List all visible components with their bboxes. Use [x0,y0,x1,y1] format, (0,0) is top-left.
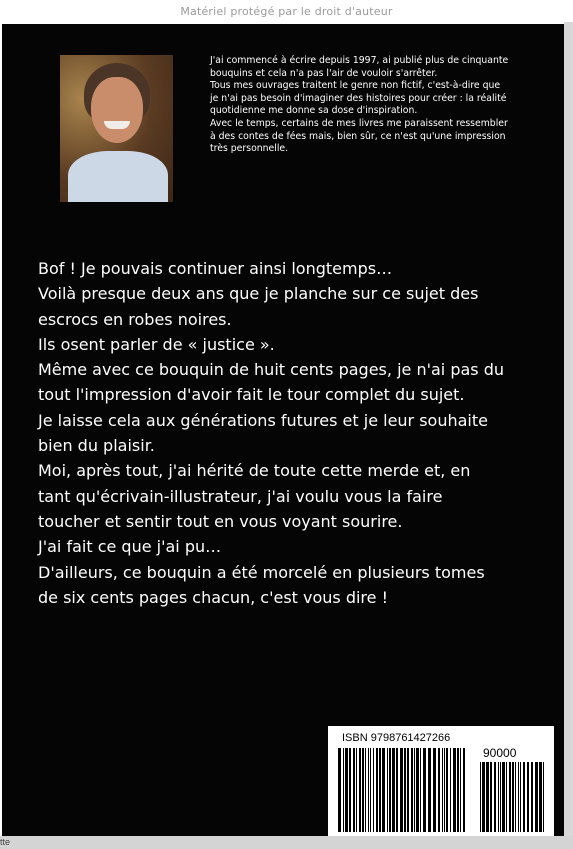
barcode-stripe [392,748,395,832]
barcode-stripe [345,748,348,832]
copyright-notice: Matériel protégé par le droit d'auteur [0,0,573,22]
bio-line: je n'ai pas besoin d'imaginer des histoires pour créer : la réalité [210,92,507,104]
barcode-stripe [512,762,514,832]
blurb-line: Ils osent parler de « justice ». [38,334,275,354]
page-edge-shadow [564,22,573,836]
barcode-stripe [423,748,426,832]
blurb-line: tant qu'écrivain-illustrateur, j'ai voulu vous la faire [38,486,443,506]
photo-shirt [68,151,168,202]
barcode-addon-icon [480,762,544,832]
footer-bar [0,836,573,849]
barcode-stripe [379,748,381,832]
barcode-stripe [523,762,525,832]
bio-line: Tous mes ouvrages traitent le genre non fictif, c'est-à-dire que [210,80,501,92]
barcode-stripe [502,762,505,832]
barcode-stripe [370,748,371,832]
barcode-stripe [356,748,357,832]
barcode-stripe [482,762,485,832]
barcode-stripe [446,748,448,832]
barcode-stripe [518,762,519,832]
barcode-stripe [400,748,403,832]
barcode-stripe [460,748,461,832]
barcode-stripe [539,762,542,832]
barcode-stripe [368,748,369,832]
barcode-stripe [416,748,419,832]
author-bio [210,55,550,156]
barcode-box [328,726,554,836]
barcode-stripe [515,762,516,832]
blurb-line: Je laisse cela aux générations futures et je leur souhaite [38,410,488,430]
barcode-stripe [444,748,445,832]
blurb-line: tout l'impression d'avoir fait le tour complet du sujet. [38,385,465,405]
barcode-stripe [389,748,391,832]
photo-smile [104,121,130,129]
barcode-stripe [520,762,521,832]
barcode-stripe [500,762,501,832]
blurb-line: bien du plaisir. [38,436,155,456]
blurb-line: Même avec ce bouquin de huit cents pages, je n'ai pas du [38,360,504,380]
barcode-stripe [442,748,443,832]
barcode-stripe [420,748,421,832]
barcode-stripe [438,748,440,832]
bio-line: J'ai commencé à écrire depuis 1997, ai publié plus de cinquante [210,55,509,66]
barcode-stripe [463,748,465,832]
price-code: 90000 [483,746,517,760]
blurb-line: de six cents pages chacun, c'est vous dire ! [38,587,388,607]
bio-line: Avec le temps, certains de mes livres me paraissent ressembler [210,117,508,129]
barcode-stripe [535,762,538,832]
barcode-stripe [531,762,533,832]
bio-line: quotidienne me donne sa dose d'inspiration. [210,105,418,117]
barcode-stripe [362,748,364,832]
barcode-stripe [407,748,409,832]
barcode-stripe [527,762,529,832]
barcode-stripe [338,748,341,832]
barcode-stripe [457,748,459,832]
barcode-stripe [543,762,544,832]
barcode-stripe [349,748,351,832]
barcode-stripe [494,762,496,832]
barcode-stripe [411,748,413,832]
barcode-stripe [490,762,492,832]
barcode-stripe [359,748,361,832]
barcode-icon [338,748,466,832]
bio-line: à des contes de fées mais, bien sûr, ce n'est qu'une impression [210,130,506,142]
book-back-cover [2,24,564,836]
barcode-stripe [404,748,406,832]
barcode-stripe [506,762,507,832]
barcode-stripe [382,748,385,832]
barcode-stripe [376,748,378,832]
blurb-line: J'ai fait ce que j'ai pu… [38,537,222,557]
barcode-stripe [353,748,355,832]
blurb-text [38,256,558,610]
isbn-label: ISBN 9798761427266 [342,732,451,744]
barcode-stripe [373,748,374,832]
barcode-stripe [509,762,511,832]
barcode-stripe [396,748,398,832]
footer-text: tte [0,837,11,847]
barcode-stripe [343,748,344,832]
barcode-stripe [450,748,451,832]
blurb-line: toucher et sentir tout en vous voyant sourire. [38,511,403,531]
barcode-stripe [387,748,388,832]
bio-line: bouquins et cela n'a pas l'air de vouloir s'arrêter. [210,67,438,79]
photo-face [91,77,143,143]
barcode-stripe [365,748,366,832]
blurb-line: Voilà presque deux ans que je planche sur ce sujet des [38,284,479,304]
blurb-line: Moi, après tout, j'ai hérité de toute cette merde et, en [38,461,471,481]
blurb-line: escrocs en robes noires. [38,309,232,329]
barcode-stripe [498,762,499,832]
blurb-line: D'ailleurs, ce bouquin a été morcelé en plusieurs tomes [38,562,485,582]
barcode-stripe [433,748,436,832]
barcode-stripe [480,762,481,832]
barcode-stripe [486,762,489,832]
barcode-stripe [414,748,415,832]
bio-line: très personnelle. [210,143,289,155]
blurb-line: Bof ! Je pouvais continuer ainsi longtemps… [38,259,393,278]
barcode-stripe [453,748,456,832]
author-photo [60,55,173,202]
barcode-stripe [428,748,431,832]
